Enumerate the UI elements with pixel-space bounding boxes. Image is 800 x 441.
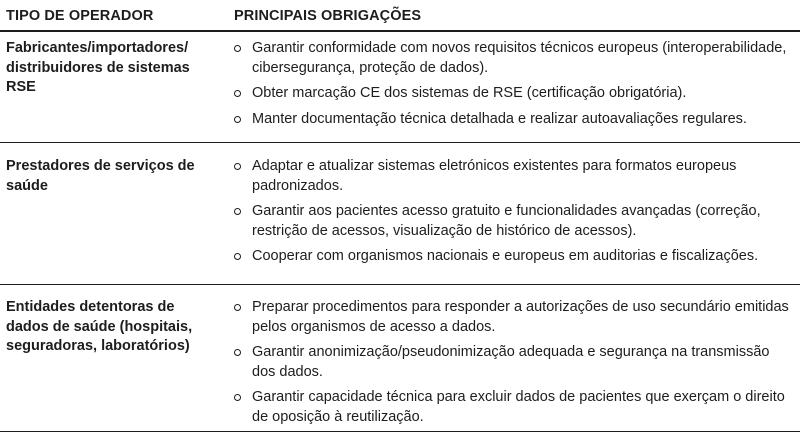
operator-type-cell: Fabricantes/importadores/ distribuidores de sistemas RSE: [6, 40, 190, 95]
obligation-item: Garantir capacidade técnica para excluir dados de pacientes que exerçam o direito de oposição à reutilização.: [234, 388, 796, 427]
table-row: [0, 32, 800, 143]
obligation-item: Cooperar com organismos nacionais e europeus em auditorias e fiscalizações.: [234, 247, 796, 267]
circle-bullet-icon: [234, 349, 241, 356]
circle-bullet-icon: [234, 116, 241, 123]
obligation-item: Garantir aos pacientes acesso gratuito e funcionalidades avançadas (correção, restrição de acessos, visualização de histórico de acessos).: [234, 202, 796, 241]
header-main-obligations: PRINCIPAIS OBRIGAÇÕES: [234, 8, 422, 24]
obligations-list: [234, 298, 796, 433]
obligation-item: Obter marcação CE dos sistemas de RSE (certificação obrigatória).: [234, 84, 796, 104]
operator-type-cell: Prestadores de serviços de saúde: [6, 158, 195, 194]
obligation-item: Garantir anonimização/pseudonimização adequada e segurança na transmissão dos dados.: [234, 343, 796, 382]
circle-bullet-icon: [234, 90, 241, 97]
circle-bullet-icon: [234, 208, 241, 215]
obligations-list: [234, 157, 796, 273]
circle-bullet-icon: [234, 304, 241, 311]
table-row: [0, 285, 800, 432]
circle-bullet-icon: [234, 45, 241, 52]
header-operator-type: TIPO DE OPERADOR: [6, 8, 154, 24]
obligation-item: Preparar procedimentos para responder a autorizações de uso secundário emitidas pelos organismos de acesso a dados.: [234, 298, 796, 337]
table-row: [0, 143, 800, 285]
operator-type-cell: Entidades detentoras de dados de saúde (hospitais, seguradoras, laboratórios): [6, 299, 193, 354]
circle-bullet-icon: [234, 253, 241, 260]
obligations-list: [234, 39, 796, 135]
circle-bullet-icon: [234, 163, 241, 170]
circle-bullet-icon: [234, 394, 241, 401]
table-header: [0, 0, 800, 32]
obligation-item: Adaptar e atualizar sistemas eletrónicos existentes para formatos europeus padronizados.: [234, 157, 796, 196]
obligation-item: Manter documentação técnica detalhada e realizar autoavaliações regulares.: [234, 110, 796, 130]
obligation-item: Garantir conformidade com novos requisitos técnicos europeus (interoperabilidade, cibersegurança, proteção de dados).: [234, 39, 796, 78]
